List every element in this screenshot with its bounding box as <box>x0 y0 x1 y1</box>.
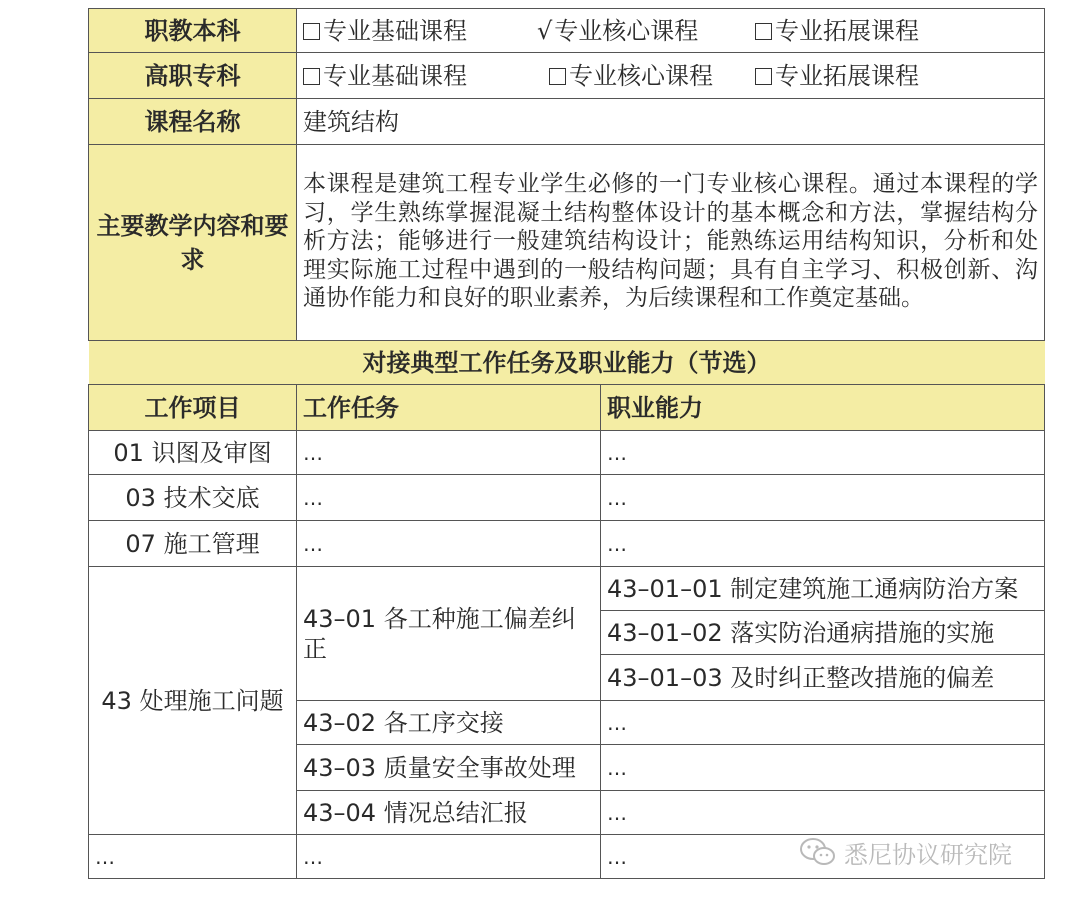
option-extension-vocational[interactable]: 专业拓展课程 <box>755 61 919 91</box>
project-cell: 01 识图及审图 <box>89 431 297 475</box>
ability-cell: 43–01–01 制定建筑施工通病防治方案 <box>601 567 1045 611</box>
row-vocational <box>89 53 1045 99</box>
checkbox-empty-icon <box>755 68 772 85</box>
label-vocational: 高职专科 <box>89 53 297 99</box>
checkbox-empty-icon <box>303 68 320 85</box>
checkbox-empty-icon <box>303 23 320 40</box>
option-basic-vocational[interactable]: 专业基础课程 <box>303 61 549 91</box>
course-type-options-vocational <box>297 53 1045 99</box>
project-cell: … <box>89 835 297 879</box>
wechat-icon <box>800 837 836 867</box>
row-section-title <box>89 341 1045 385</box>
project-cell: 03 技术交底 <box>89 475 297 521</box>
checkbox-empty-icon <box>549 68 566 85</box>
ability-cell: 43–01–02 落实防治通病措施的实施 <box>601 611 1045 655</box>
task-cell-4301: 43–01 各工种施工偏差纠正 <box>297 567 601 701</box>
label-content: 主要教学内容和要求 <box>89 145 297 341</box>
task-cell: … <box>297 431 601 475</box>
option-core-undergrad[interactable]: √专业核心课程 <box>537 16 699 45</box>
option-basic-undergrad[interactable]: 专业基础课程 <box>303 16 537 46</box>
task-cell: … <box>297 835 601 879</box>
ability-cell: … <box>601 475 1045 521</box>
checkbox-empty-icon <box>755 23 772 40</box>
table-row <box>89 475 1045 521</box>
course-type-options-undergrad <box>297 9 1045 53</box>
ability-cell: 43–01–03 及时纠正整改措施的偏差 <box>601 655 1045 701</box>
ability-cell: … <box>601 835 1045 879</box>
column-header-project: 工作项目 <box>89 385 297 431</box>
task-cell: 43–04 情况总结汇报 <box>297 791 601 835</box>
ability-cell: … <box>601 431 1045 475</box>
task-cell: … <box>297 475 601 521</box>
content-description: 本课程是建筑工程专业学生必修的一门专业核心课程。通过本课程的学习，学生熟练掌握混凝土结构整体设计的基本概念和方法，掌握结构分析方法；能够进行一般建筑结构设计；能熟练运用结构知识，分析和处理实际施工过程中遇到的一般结构问题；具有自主学习、积极创新、沟通协作能力和良好的职业素养，为后续课程和工作奠定基础。 <box>297 145 1045 341</box>
table-row <box>89 567 1045 611</box>
checkmark-icon: √ <box>537 16 553 45</box>
row-course-name <box>89 99 1045 145</box>
project-cell-group: 43 处理施工问题 <box>89 567 297 835</box>
label-course-name: 课程名称 <box>89 99 297 145</box>
option-extension-undergrad[interactable]: 专业拓展课程 <box>755 16 919 46</box>
row-undergrad <box>89 9 1045 53</box>
watermark <box>800 832 1012 872</box>
ability-cell: … <box>601 791 1045 835</box>
section-title: 对接典型工作任务及职业能力（节选） <box>89 341 1045 385</box>
task-cell: … <box>297 521 601 567</box>
watermark-text: 悉尼协议研究院 <box>844 840 1012 869</box>
task-cell: 43–03 质量安全事故处理 <box>297 745 601 791</box>
table-row <box>89 431 1045 475</box>
project-cell: 07 施工管理 <box>89 521 297 567</box>
course-name-value: 建筑结构 <box>297 99 1045 145</box>
table-row <box>89 521 1045 567</box>
ability-cell: … <box>601 521 1045 567</box>
course-spec-sheet <box>88 8 1046 879</box>
task-cell: 43–02 各工序交接 <box>297 701 601 745</box>
course-table <box>88 8 1045 879</box>
label-undergrad: 职教本科 <box>89 9 297 53</box>
row-content <box>89 145 1045 341</box>
row-column-headers <box>89 385 1045 431</box>
column-header-ability: 职业能力 <box>601 385 1045 431</box>
column-header-task: 工作任务 <box>297 385 601 431</box>
ability-cell: … <box>601 701 1045 745</box>
option-core-vocational[interactable]: 专业核心课程 <box>549 61 755 91</box>
ability-cell: … <box>601 745 1045 791</box>
